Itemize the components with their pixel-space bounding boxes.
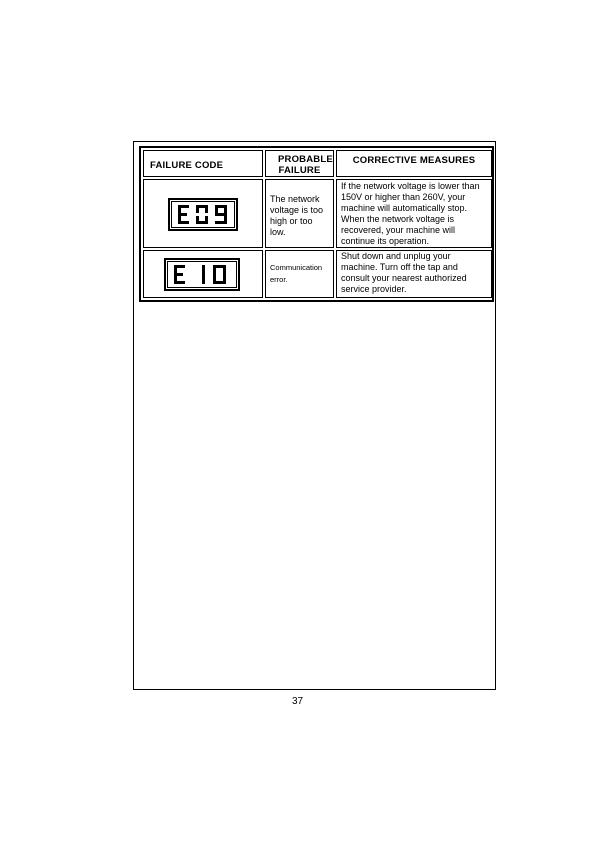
page-number: 37 (291, 696, 304, 707)
seven-segment-display (168, 198, 238, 231)
seven-segment-display (164, 258, 240, 291)
seven-segment-e09-icon (170, 200, 236, 229)
table-row-corrective-measures: If the network voltage is lower than 150V or higher than 260V, your machine will automatically stop. When the network voltage is recovered, your machine will continue its operation. (336, 179, 492, 248)
header-probable-failure: PROBABLE FAILURE (265, 150, 334, 177)
table-row-probable-failure: Communication error. (265, 250, 334, 298)
failure-code-table (139, 146, 494, 302)
table-row-corrective-measures: Shut down and unplug your machine. Turn off the tap and consult your nearest authorized service provider. (336, 250, 492, 298)
table-row-probable-failure: The network voltage is too high or too low. (265, 179, 334, 248)
table-row-code-cell (143, 179, 263, 248)
header-corrective-measures: CORRECTIVE MEASURES (336, 150, 492, 177)
seven-segment-e10-icon (166, 260, 238, 289)
header-failure-code: FAILURE CODE (143, 150, 263, 177)
table-row-code-cell (143, 250, 263, 298)
